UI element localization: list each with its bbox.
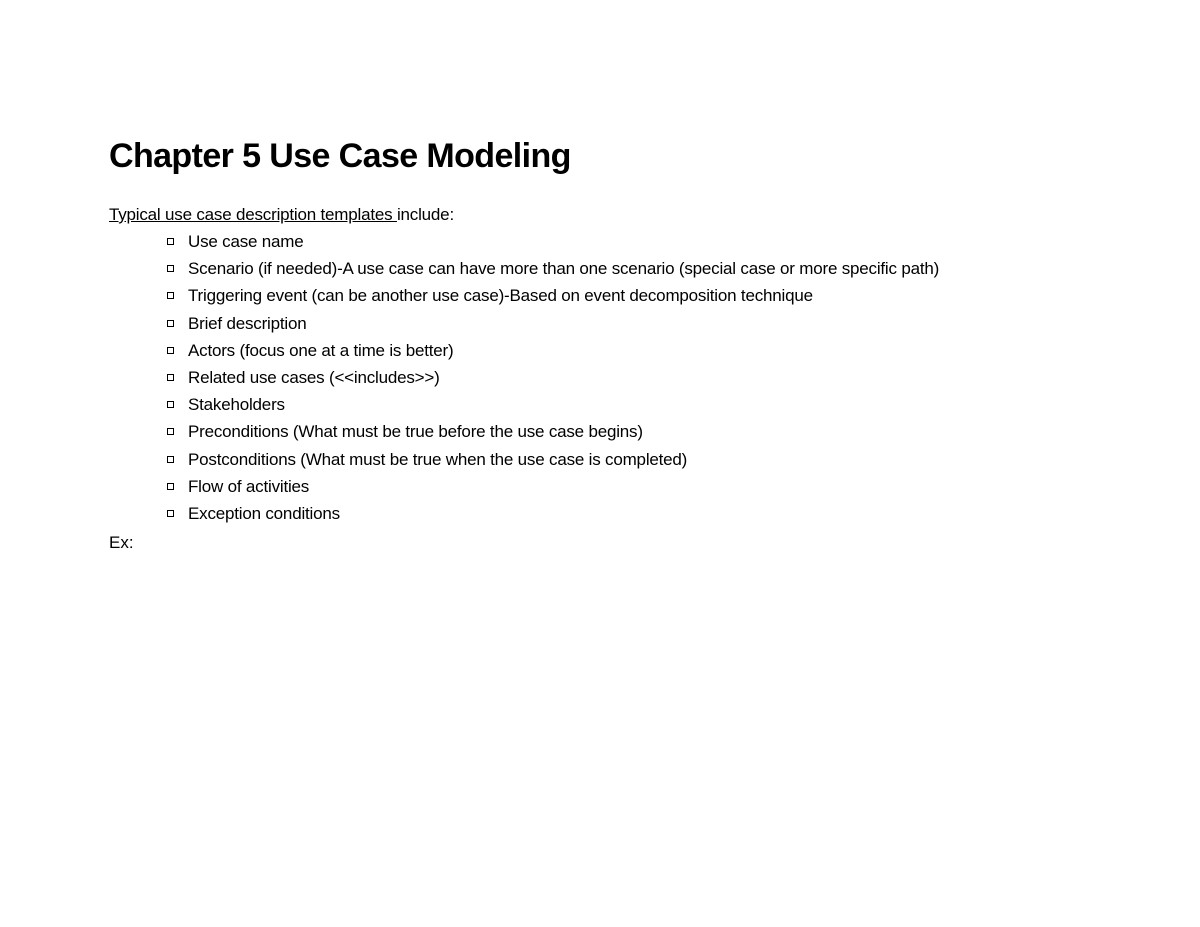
page-title: Chapter 5 Use Case Modeling (109, 137, 571, 175)
list-item-text: Exception conditions (188, 503, 340, 523)
list-item (166, 394, 939, 421)
list-item (166, 258, 939, 285)
square-bullet-icon (167, 483, 174, 490)
square-bullet-icon (167, 320, 174, 327)
square-bullet-icon (167, 428, 174, 435)
list-item (166, 421, 939, 448)
square-bullet-icon (167, 265, 174, 272)
templates-link[interactable]: Typical use case description templates (109, 205, 397, 224)
square-bullet-icon (167, 374, 174, 381)
list-item-text: Preconditions (What must be true before the use case begins) (188, 422, 643, 442)
list-item (166, 476, 939, 503)
list-item (166, 313, 939, 340)
list-item-text: Brief description (188, 313, 307, 333)
list-item (166, 503, 939, 530)
square-bullet-icon (167, 347, 174, 354)
list-item-text: Postconditions (What must be true when the use case is completed) (188, 449, 688, 469)
list-item-text: Triggering event (can be another use case)-Based on event decomposition technique (188, 286, 813, 306)
list-item-text: Flow of activities (188, 476, 310, 496)
example-label: Ex: (109, 533, 134, 552)
list-item (166, 449, 939, 476)
square-bullet-icon (167, 510, 174, 517)
list-item (166, 367, 939, 394)
square-bullet-icon (167, 456, 174, 463)
square-bullet-icon (167, 292, 174, 299)
list-item-text: Related use cases (<<includes>>) (188, 367, 440, 387)
list-item-text: Stakeholders (188, 395, 285, 415)
intro-paragraph (109, 204, 454, 226)
intro-rest-text: include: (396, 205, 454, 224)
square-bullet-icon (167, 238, 174, 245)
template-items-list (166, 231, 939, 530)
list-item (166, 231, 939, 258)
list-item (166, 285, 939, 312)
list-item-text: Actors (focus one at a time is better) (188, 340, 454, 360)
list-item (166, 340, 939, 367)
list-item-text: Use case name (188, 232, 304, 251)
list-item-text: Scenario (if needed)-A use case can have more than one scenario (special case or more specific path) (188, 259, 940, 279)
square-bullet-icon (167, 401, 174, 408)
